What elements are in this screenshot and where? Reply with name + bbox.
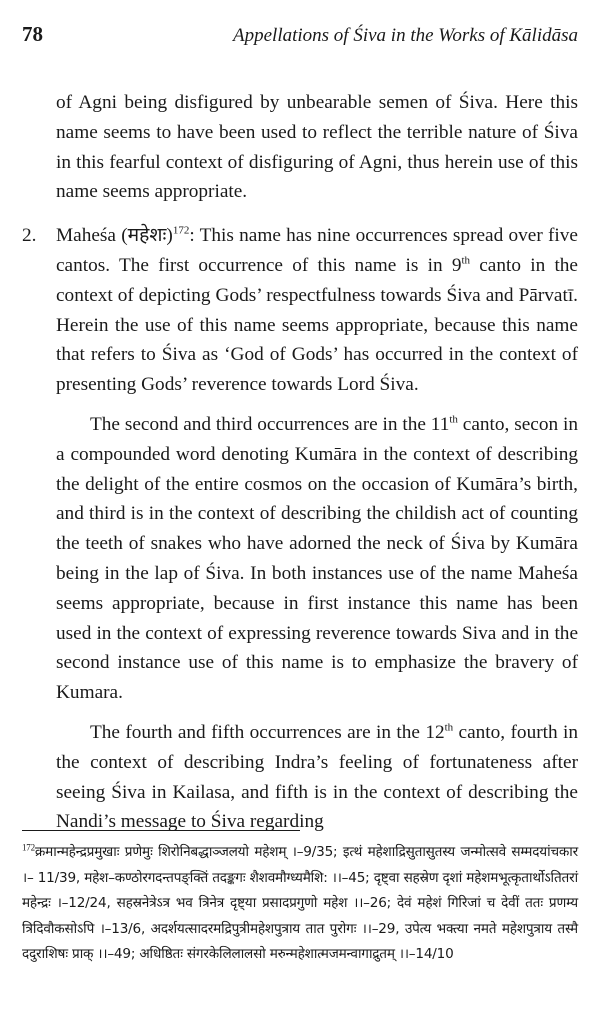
list-item-maheshah (22, 221, 578, 400)
footnote (22, 840, 578, 968)
footnote-marker: 172 (22, 842, 35, 853)
page-header (22, 22, 578, 52)
paragraph-text-cont: canto, fourth in the context of describing Indra’s feeling of fortunateness after seeing Śiva in Kailasa, and fifth is in the context of describing the Nandi’s message to Śiva regarding (56, 721, 579, 833)
list-item-number: 2. (22, 225, 37, 247)
list-item-text-cont: canto in the context of depicting Gods’ respectfulness towards Śiva and Pārvatī. Herein the use of this name seems appropriate, because this name that refers to Śiva as ‘God of Gods’ has occurred in the context of presenting Gods’ reverence towards Lord Śiva. (56, 254, 578, 396)
continued-paragraph: of Agni being disfigured by unbearable semen of Śiva. Here this name seems to have been used to reflect the terrible nature of Śiva in this fearful context of disfiguring of Agni, thus herein use of this name seems appropriate. (56, 92, 578, 203)
paragraph-text-cont: canto, secon in a compounded word denoting Kumāra in the context of describing the delight of the entire cosmos on the occasion of Kumāra’s birth, and third is in the context of describing the childish act of counting the teeth of snakes who have adorned the neck of Śiva by Kumāra being in the lap of Śiva. In both instances use of the name Maheśa seems appropriate, because in first instance this name has been used in the context of expressing reverence towards Siva and in the second instance use of this name is to emphasize the bravery of Kumara. (56, 413, 578, 704)
ordinal-suffix: th (449, 413, 458, 426)
running-title: Appellations of Śiva in the Works of Kālidāsa (233, 25, 578, 46)
footnote-text: क्रमान्महेन्द्रप्रमुखाः प्रणेमुः शिरोनिबद्धाञ्जलयो महेशम् ।–9/35; इत्थं महेशाद्रिसुतासुतस्य जन्मोत्सवे सम्मदयांचकार ।– 11/39, महेश–कण्ठोरगदन्तपङ्क्तिं तदङ्कगः शैशवमौग्ध्यमैशि: ।।–45; दृष्ट्वा सहस्रेण दृशां महेशमभूत्कृतार्थोऽतितरां महेन्द्रः ।–12/24, सहस्रनेत्रेऽत्र भव त्रिनेत्र दृष्ट्या प्रसादप्रगुणो महेश ।।–26; देवं महेशं गिरिजां च देवीं ततः प्रणम्य त्रिदिवौकसोऽपि ।–13/6, अदर्शयत्सादरमद्रिपुत्रीमहेशपुत्राय तात पुरोगः ।।–29, उपेत्य भक्त्या नमते महेशपुत्राय तस्मै ददुराशिषः प्राक् ।।–49; अधिष्ठितः संगरकेलिलालसो मरुन्महेशात्मजमन्वागाद्रुतम् ।।–14/10 (22, 844, 578, 962)
ordinal-suffix: th (461, 254, 471, 267)
main-text (22, 88, 578, 837)
footnote-divider (22, 830, 300, 831)
paragraph-second-third (22, 410, 578, 708)
paragraph-text: The second and third occurrences are in the 11 (90, 413, 450, 435)
list-item-body (56, 221, 578, 400)
footnote-reference[interactable]: 172 (172, 224, 190, 237)
paragraph-fourth-fifth (22, 718, 578, 837)
list-item-term: Maheśa (महेशः) (56, 225, 173, 247)
list-item-text: : This name has nine occurrences spread over five cantos. The first occurrence of this name is in 9 (56, 225, 578, 276)
paragraph-text: The fourth and fifth occurrences are in the 12 (90, 721, 445, 743)
ordinal-suffix: th (444, 721, 454, 734)
page-number: 78 (22, 22, 43, 46)
